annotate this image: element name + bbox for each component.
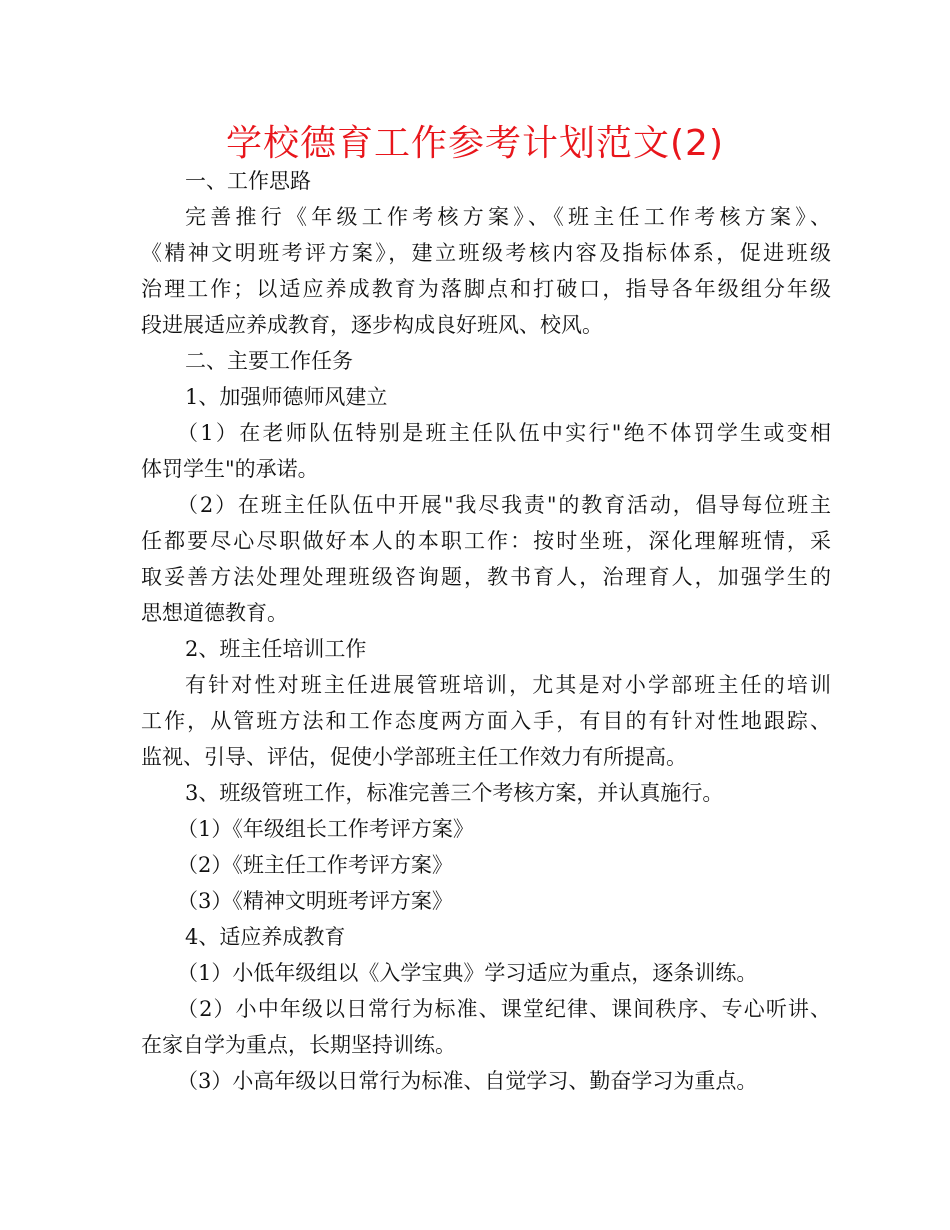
text-line: 任都要尽心尽职做好本人的本职工作：按时坐班，深化理解班情，采 xyxy=(141,529,831,553)
text-line: 《精神文明班考评方案》，建立班级考核内容及指标体系，促进班级 xyxy=(141,241,831,265)
text-line: （2）在班主任队伍中开展"我尽我责"的教育活动，倡导每位班主 xyxy=(177,493,831,517)
text-line: 思想道德教育。 xyxy=(141,601,288,625)
text-line: 2、班主任培训工作 xyxy=(185,637,367,661)
text-line: 二、主要工作任务 xyxy=(185,349,353,373)
text-line: （1）在老师队伍特别是班主任队伍中实行"绝不体罚学生或变相 xyxy=(177,421,831,445)
text-line: （2）《班主任工作考评方案》 xyxy=(177,853,453,877)
document-body xyxy=(141,163,831,1099)
document-title: 学校德育工作参考计划范文(2) xyxy=(226,123,724,164)
text-line: 治理工作；以适应养成教育为落脚点和打破口，指导各年级组分年级 xyxy=(141,277,831,301)
text-line: 监视、引导、评估，促使小学部班主任工作效力有所提高。 xyxy=(141,745,687,769)
text-line: 段进展适应养成教育，逐步构成良好班风、校风。 xyxy=(141,313,603,337)
text-line: 工作，从管班方法和工作态度两方面入手，有目的有针对性地跟踪、 xyxy=(141,709,831,733)
text-line: 4、适应养成教育 xyxy=(185,925,346,949)
text-line: 有针对性对班主任进展管班培训，尤其是对小学部班主任的培训 xyxy=(185,673,831,697)
text-line: （1）《年级组长工作考评方案》 xyxy=(177,817,474,841)
text-line: 一、工作思路 xyxy=(185,169,311,193)
text-line: 取妥善方法处理处理班级咨询题，教书育人，治理育人，加强学生的 xyxy=(141,565,831,589)
text-line: 完善推行《年级工作考核方案》、《班主任工作考核方案》、 xyxy=(185,205,831,229)
text-line: （3）《精神文明班考评方案》 xyxy=(177,889,453,913)
text-line: 在家自学为重点，长期坚持训练。 xyxy=(141,1033,456,1057)
text-line: 体罚学生"的承诺。 xyxy=(141,457,319,481)
text-line: （2）小中年级以日常行为标准、课堂纪律、课间秩序、专心听讲、 xyxy=(177,997,831,1021)
text-line: 1、加强师德师风建立 xyxy=(185,385,388,409)
text-line: （3）小高年级以日常行为标准、自觉学习、勤奋学习为重点。 xyxy=(177,1069,758,1093)
text-line: 3、班级管班工作，标准完善三个考核方案，并认真施行。 xyxy=(185,781,724,805)
text-line: （1）小低年级组以《入学宝典》学习适应为重点，逐条训练。 xyxy=(177,961,758,985)
